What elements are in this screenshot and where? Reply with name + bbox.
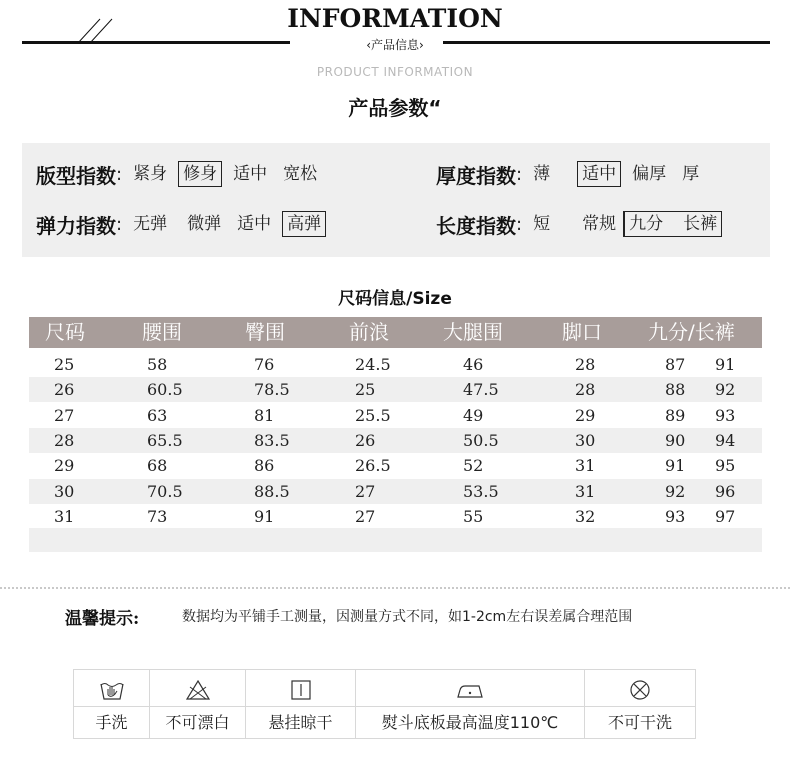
length-option-nine-tenths: 九分 (629, 214, 664, 234)
table-row (29, 403, 762, 428)
table-row (29, 352, 762, 377)
length-option-full: 长裤 (683, 214, 718, 234)
header-thigh: 大腿围 (443, 320, 503, 344)
table-cell: 83.5 (254, 430, 290, 450)
table-cell: 86 (254, 456, 275, 476)
care-cell-no-dry-clean (585, 670, 695, 738)
table-cell: 25 (54, 355, 75, 374)
table-cell: 27 (355, 481, 376, 501)
table-cell: 26 (54, 380, 75, 400)
table-cell: 87 (665, 355, 686, 374)
table-cell: 91 (254, 506, 275, 526)
fit-option-slim: 修身 (178, 161, 222, 187)
care-label-no-dry-clean: 不可干洗 (585, 706, 695, 739)
table-row (29, 504, 762, 529)
table-cell: 28 (575, 380, 596, 400)
table-cell: 78.5 (254, 380, 290, 400)
care-cell-no-bleach (150, 670, 246, 738)
header-size: 尺码 (45, 320, 85, 344)
elasticity-option-medium: 适中 (237, 214, 272, 234)
table-cell: 92 (665, 481, 686, 501)
table-cell: 91 (665, 456, 686, 476)
table-row (29, 479, 762, 504)
table-cell: 31 (575, 481, 596, 501)
table-cell: 30 (54, 481, 75, 501)
care-label-hang-dry: 悬挂晾干 (246, 706, 355, 739)
table-cell: 91 (715, 355, 736, 374)
table-cell: 65.5 (147, 430, 183, 450)
table-cell: 28 (54, 430, 75, 450)
table-row (29, 428, 762, 453)
table-cell: 93 (715, 405, 736, 425)
fit-index-colon: : (116, 163, 123, 185)
no-bleach-icon (185, 679, 211, 701)
care-cell-iron (356, 670, 585, 738)
fit-option-loose: 宽松 (283, 164, 318, 184)
thickness-index-label: 厚度指数 (436, 163, 516, 188)
table-cell: 27 (54, 405, 75, 425)
length-index-row (436, 210, 722, 238)
table-cell: 95 (715, 456, 736, 476)
table-cell: 89 (665, 405, 686, 425)
elasticity-index-colon: : (116, 213, 123, 235)
table-cell: 55 (463, 506, 484, 526)
fit-index-row (36, 160, 328, 188)
table-cell: 46 (463, 355, 484, 374)
tip-label: 温馨提示: (65, 609, 140, 629)
size-table-header (29, 317, 762, 348)
header-front-rise: 前浪 (349, 320, 389, 344)
fit-index-label: 版型指数 (36, 163, 116, 188)
table-cell: 31 (54, 506, 75, 526)
table-cell: 60.5 (147, 380, 183, 400)
care-table (73, 669, 696, 739)
dotted-divider (0, 587, 790, 589)
table-cell: 90 (665, 430, 686, 450)
table-cell: 88 (665, 380, 686, 400)
table-cell: 81 (254, 405, 275, 425)
table-cell: 58 (147, 355, 168, 374)
length-option-short: 短 (533, 214, 551, 234)
tip-text: 数据均为平铺手工测量，因测量方式不同，如1-2cm左右误差属合理范围 (182, 609, 633, 625)
header-leg-opening: 脚口 (562, 320, 602, 344)
thickness-option-medium: 适中 (577, 161, 621, 187)
english-caption: PRODUCT INFORMATION (316, 65, 474, 79)
hang-dry-icon (290, 679, 312, 701)
table-cell: 31 (575, 456, 596, 476)
table-row (29, 453, 762, 478)
care-cell-hang-dry (246, 670, 356, 738)
table-cell: 76 (254, 355, 275, 374)
table-cell: 30 (575, 430, 596, 450)
section-title: 产品参数“ (348, 96, 442, 120)
table-cell: 92 (715, 380, 736, 400)
table-cell: 29 (54, 456, 75, 476)
header-waist: 腰围 (142, 320, 182, 344)
table-cell: 25.5 (355, 405, 391, 425)
table-cell: 26.5 (355, 456, 391, 476)
elasticity-option-high: 高弹 (282, 211, 326, 237)
table-cell: 93 (665, 506, 686, 526)
table-cell: 28 (575, 355, 596, 374)
table-cell: 26 (355, 430, 376, 450)
table-cell: 73 (147, 506, 168, 526)
no-dry-clean-icon (628, 678, 652, 702)
table-cell: 32 (575, 506, 596, 526)
table-cell: 25 (355, 380, 376, 400)
attributes-panel (22, 143, 770, 257)
thickness-index-colon: : (516, 163, 523, 185)
table-cell: 52 (463, 456, 484, 476)
table-cell: 29 (575, 405, 596, 425)
page-title: INFORMATION (287, 4, 503, 33)
elasticity-index-label: 弹力指数 (36, 213, 116, 238)
table-cell: 94 (715, 430, 736, 450)
thickness-index-row (436, 160, 710, 188)
care-cell-hand-wash (74, 670, 150, 738)
table-cell: 63 (147, 405, 168, 425)
thickness-option-thickish: 偏厚 (632, 164, 667, 184)
table-cell: 24.5 (355, 355, 391, 374)
care-label-no-bleach: 不可漂白 (150, 706, 245, 739)
thickness-option-thin: 薄 (533, 164, 551, 184)
table-cell: 88.5 (254, 481, 290, 501)
table-cell: 50.5 (463, 430, 499, 450)
length-index-label: 长度指数 (436, 213, 516, 238)
page-subtitle: ‹产品信息› (366, 38, 424, 52)
table-row (29, 377, 762, 402)
length-option-regular: 常规 (582, 214, 617, 234)
header-length: 九分/长裤 (648, 320, 735, 344)
fit-option-regular: 适中 (233, 164, 268, 184)
length-index-colon: : (516, 213, 523, 235)
iron-icon (456, 680, 484, 700)
table-cell: 47.5 (463, 380, 499, 400)
hand-wash-icon (99, 678, 125, 702)
size-table-footer (29, 528, 762, 552)
table-cell: 27 (355, 506, 376, 526)
table-cell: 53.5 (463, 481, 499, 501)
table-cell: 68 (147, 456, 168, 476)
care-label-hand-wash: 手洗 (74, 706, 149, 739)
elasticity-option-none: 无弹 (133, 214, 168, 234)
care-label-iron: 熨斗底板最高温度110℃ (356, 706, 584, 739)
table-cell: 70.5 (147, 481, 183, 501)
table-cell: 96 (715, 481, 736, 501)
length-selected-box (623, 211, 722, 237)
table-cell: 49 (463, 405, 484, 425)
elasticity-index-row (36, 210, 332, 238)
thickness-option-thick: 厚 (682, 164, 700, 184)
elasticity-option-slight: 微弹 (187, 214, 222, 234)
table-cell: 97 (715, 506, 736, 526)
size-table-title: 尺码信息/Size (338, 289, 452, 309)
fit-option-tight: 紧身 (133, 164, 168, 184)
header-hip: 臀围 (245, 320, 285, 344)
